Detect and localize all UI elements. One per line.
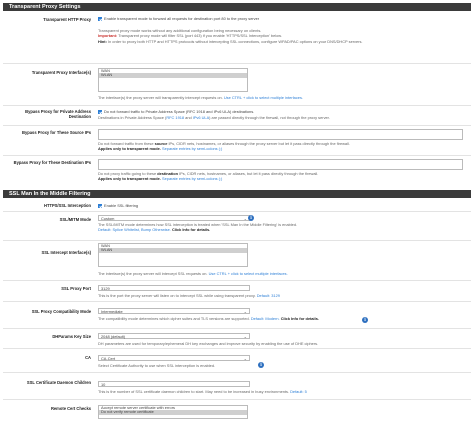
bypass-source-note-link: Separate entries by semi-colons (;)	[162, 146, 223, 152]
row-bypass-private	[3, 106, 471, 126]
chevron-down-icon: ⌄	[243, 216, 247, 221]
bypass-source-note	[98, 146, 463, 151]
dhparams-label: DHParams Key Size	[52, 334, 91, 339]
remote-cert-option-accept-errors[interactable]: Accept remote server certificate with errors	[101, 405, 175, 410]
transparent-proxy-interfaces-select[interactable]	[98, 68, 248, 92]
bypass-private-label: Bypass Proxy for Private Address Destination	[25, 109, 91, 119]
ca-info-icon[interactable]: i	[258, 362, 264, 368]
ssl-mitm-mode-info-icon[interactable]: i	[248, 215, 254, 221]
remote-cert-option-no-verify[interactable]: Do not verify remote certificate	[99, 410, 247, 414]
bypass-destination-help-suffix: IPs, CIDR nets, hostnames, or aliases, but let it pass directly through the firewall.	[179, 171, 319, 176]
bypass-private-help-suffix: ) are passed directly through the firewall, not through the proxy server.	[209, 115, 330, 121]
ssl-interface-option-wan[interactable]: WAN	[101, 243, 110, 248]
bypass-destination-textarea[interactable]	[98, 159, 463, 170]
ssl-intercept-interfaces-select[interactable]	[98, 243, 248, 267]
transparent-http-proxy-help	[98, 28, 463, 44]
ca-help: Select Certificate Authority to use when SSL interception is enabled.	[98, 363, 216, 368]
bypass-destination-note	[98, 176, 463, 181]
ssl-compat-mode-help	[98, 316, 463, 321]
row-bypass-source	[3, 126, 471, 156]
ca-select[interactable]	[98, 355, 250, 361]
cert-daemon-label: SSL Certificate Daemon Children	[26, 380, 91, 385]
ssl-interception-label: HTTPS/SSL Interception	[43, 203, 91, 208]
ca-value: CA-Cert	[101, 356, 116, 361]
ssl-mitm-mode-label: SSL/MITM Mode	[59, 217, 91, 222]
cert-daemon-default: Default: 5	[290, 389, 307, 394]
ssl-interfaces-help-text: The interface(s) the proxy server will intercept SSL requests on.	[98, 271, 208, 276]
bypass-private-help	[98, 115, 463, 120]
bypass-source-note-bold: Applies only to transparent mode.	[98, 146, 161, 152]
dhparams-select[interactable]	[98, 333, 250, 339]
row-ssl-compat-mode	[3, 302, 471, 329]
bypass-private-checkbox-text: Do not forward traffic to Private Address Space (RFC 1918 and IPv6 ULA) destinations.	[104, 109, 255, 114]
important-label: Important:	[98, 33, 118, 39]
dhparams-help: DH parameters are used for temporary/ephemeral DH key exchanges and improve security by enabling the use of DHE ciphers.	[98, 341, 319, 346]
row-dhparams	[3, 329, 471, 349]
row-ssl-mitm-mode	[3, 212, 471, 241]
transparent-http-proxy-option[interactable]	[98, 16, 463, 21]
hint-label: Hint:	[98, 38, 107, 44]
ssl-proxy-port-help	[98, 293, 463, 298]
bypass-destination-help-prefix: Do not proxy traffic going to these	[98, 171, 157, 176]
ssl-mitm-mode-select[interactable]	[98, 215, 250, 221]
ssl-intercept-interfaces-help	[98, 271, 463, 276]
ssl-proxy-port-input[interactable]: 3129	[98, 285, 250, 291]
ssl-mitm-mode-info-hint: Click Info for details.	[171, 227, 211, 233]
ssl-interface-option-wlan[interactable]: WLAN	[99, 248, 247, 252]
interface-option-wan[interactable]: WAN	[101, 68, 110, 73]
rfc1918-link[interactable]: RFC 1918	[166, 115, 185, 121]
ssl-interfaces-help-link: Use CTRL + click to select multiple interfaces.	[208, 271, 288, 276]
ssl-mitm-mode-default-text: Default: Splice Whitelist, Bump Otherwise.	[98, 227, 171, 233]
bypass-destination-note-link: Separate entries by semi-colons (;)	[162, 176, 223, 182]
transparent-http-proxy-checkbox-text: Enable transparent mode to forward all requests for destination port 80 to the proxy server	[104, 16, 260, 21]
row-transparent-proxy-interfaces	[3, 64, 471, 106]
bypass-private-help-mid: and	[184, 115, 193, 121]
interfaces-help-text: The interface(s) the proxy server will transparently intercept requests on.	[98, 95, 223, 100]
ssl-mitm-mode-default	[98, 227, 463, 232]
bypass-private-checkbox[interactable]	[98, 110, 102, 114]
bypass-destination-label: Bypass Proxy for These Destination IPs	[13, 160, 91, 165]
transparent-proxy-interfaces-label: Transparent Proxy Interface(s)	[31, 70, 91, 75]
cert-daemon-help	[98, 389, 463, 394]
row-ssl-proxy-port	[3, 281, 471, 302]
bypass-destination-note-bold: Applies only to transparent mode.	[98, 176, 161, 182]
remote-cert-checks-label: Remote Cert Checks	[50, 406, 91, 411]
bypass-destination-help-bold: destination	[157, 171, 178, 176]
row-cert-daemon	[3, 373, 471, 400]
remote-cert-checks-select[interactable]	[98, 405, 248, 419]
bypass-source-help-suffix: IPs, CIDR nets, hostnames, or aliases through the proxy server but let it pass directly through the firewall.	[168, 141, 350, 146]
ssl-compat-mode-label: SSL Proxy Compatibility Mode	[31, 309, 91, 314]
transparent-http-proxy-label: Transparent HTTP Proxy	[43, 17, 91, 22]
ssl-compat-mode-help-text: The compatibility mode determines which cipher suites and TLS versions are supported.	[98, 316, 250, 321]
cert-daemon-help-text: This is the number of SSL certificate daemon children to start. May need to be increased in busy environments.	[98, 389, 290, 394]
row-ca	[3, 349, 471, 373]
transparent-proxy-interfaces-help	[98, 95, 463, 100]
chevron-down-icon: ⌄	[243, 356, 247, 361]
ssl-proxy-port-default: Default: 3129	[256, 293, 280, 298]
row-transparent-http-proxy	[3, 12, 471, 64]
bypass-source-help-bold: source	[154, 141, 168, 146]
help-line-3	[98, 39, 463, 44]
ssl-proxy-port-help-text: This is the port the proxy server will listen on to intercept SSL while using transparent proxy.	[98, 293, 256, 298]
ssl-interception-checkbox[interactable]	[98, 204, 102, 208]
ssl-compat-mode-select[interactable]	[98, 308, 250, 314]
bypass-source-help-prefix: Do not forward traffic from these	[98, 141, 154, 146]
ssl-compat-mode-value: Intermediate	[101, 309, 123, 314]
interface-option-wlan[interactable]: WLAN	[99, 73, 247, 77]
ipv6-ula-link[interactable]: IPv6 ULA	[192, 115, 210, 121]
ssl-compat-mode-info-hint: Click Info for details.	[280, 316, 319, 321]
bypass-source-textarea[interactable]	[98, 129, 463, 140]
ssl-proxy-port-label: SSL Proxy Port	[61, 286, 91, 291]
ssl-compat-mode-default: Default: Modern.	[250, 316, 280, 321]
row-bypass-destination	[3, 156, 471, 186]
help-line-1: Transparent proxy mode works without any additional configuration being necessary on clients.	[98, 28, 262, 34]
bypass-source-label: Bypass Proxy for These Source IPs	[22, 130, 91, 135]
ca-label: CA	[85, 355, 91, 360]
cert-daemon-input[interactable]: 10	[98, 381, 250, 387]
ssl-interception-checkbox-text: Enable SSL filtering	[104, 203, 139, 208]
interfaces-help-link: Use CTRL + click to select multiple interfaces.	[223, 95, 303, 100]
ssl-mitm-header: SSL Man In the Middle Filtering	[3, 190, 471, 198]
bypass-private-option[interactable]	[98, 109, 463, 114]
ssl-mitm-mode-help-text: The SSL/MITM mode determines how SSL interception is treated when 'SSL Man In the Middle Filtering' is enabled.	[98, 222, 298, 227]
bypass-private-help-prefix: Destinations in Private Address Space (	[98, 115, 167, 121]
important-text: Transparent proxy mode will filter SSL (port 443) if you enable 'HTTPS/SSL Interception' below.	[118, 33, 282, 39]
ssl-interception-option[interactable]	[98, 203, 463, 208]
ssl-intercept-interfaces-label: SSL Intercept Interface(s)	[41, 250, 91, 255]
dhparams-value: 2048 (default)	[101, 334, 126, 339]
transparent-http-proxy-checkbox[interactable]	[98, 17, 102, 21]
hint-text: In order to proxy both HTTP and HTTPS protocols without intercepting SSL connections, configure WPAD/PAC options on your DNS/DHCP servers.	[107, 38, 363, 44]
row-ssl-intercept-interfaces	[3, 241, 471, 281]
chevron-down-icon: ⌄	[243, 309, 247, 314]
row-ssl-interception	[3, 199, 471, 212]
ssl-compat-mode-info-icon[interactable]: i	[362, 317, 368, 323]
ssl-mitm-mode-value: Custom	[101, 216, 115, 221]
transparent-proxy-header: Transparent Proxy Settings	[3, 3, 471, 11]
row-remote-cert-checks	[3, 400, 471, 421]
chevron-down-icon: ⌄	[243, 334, 247, 339]
